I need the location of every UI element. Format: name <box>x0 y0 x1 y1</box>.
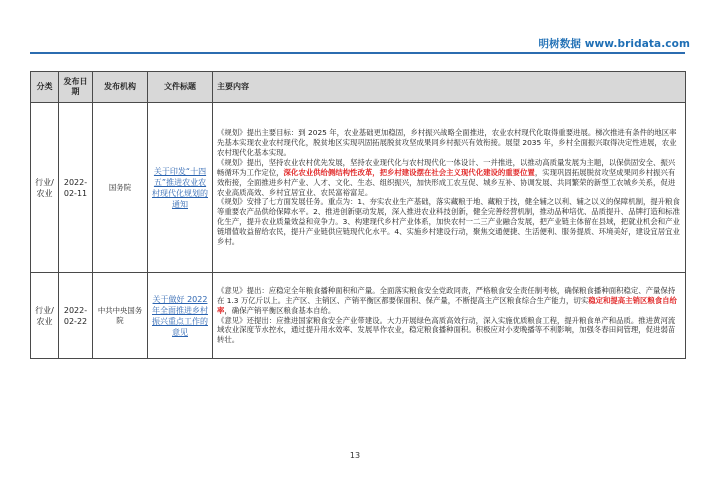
row-issuer: 中共中央国务院 <box>93 273 148 359</box>
content-paragraph: 《规划》提出主要目标：到 2025 年，农业基础更加稳固，乡村振兴战略全面推进，农业农村现代化取得重要进展。梯次推进有条件的地区率先基本实现农业农村现代化，脱贫地区实现巩固拓展脱贫攻坚成果同乡村振兴有效衔接。展望 2035 年，乡村全面振兴取得决定性进展，农业农村现代化基本实现。 <box>217 128 677 157</box>
row-date: 2022-02-22 <box>59 273 93 359</box>
content-paragraph <box>217 158 682 198</box>
table-row <box>31 103 686 273</box>
content-text: 《意见》提出：应稳定全年粮食播种面积和产量。全面落实粮食安全党政同责，严格粮食安全责任制考核，确保粮食播种面积稳定、产量保持在 1.3 万亿斤以上。主产区、主销区、产销平衡区都要保面积、保产量，不断提高主产区粮食综合生产能力，切实 <box>217 285 676 305</box>
row-title-cell <box>148 103 213 273</box>
content-paragraph: 《意见》还提出：应推进国家粮食安全产业带建设。大力开展绿色高质高效行动，深入实施优质粮食工程，提升粮食单产和品质。推进黄河流域农业深度节水控水，通过提升用水效率、发展旱作农业，稳定粮食播种面积。积极应对小麦晚播等不利影响，加强冬春田间管理，促进弱苗转壮。 <box>217 315 676 345</box>
content-paragraph: 《规划》安排了七方面发展任务。重点为：1、夯实农业生产基础，落实藏粮于地、藏粮于技，健全辅之以利、辅之以义的保障机制，提升粮食等重要农产品供给保障水平。2、推进创新驱动发展，深入推进农业科技创新，健全完善经营机制，推动品种培优、品质提升、品牌打造和标准化生产，提升农业质量效益和竞争力。3、构建现代乡村产业体系，加快农村一二三产业融合发展，把产业链主体留在县域，把就业机会和产业链增值收益留给农民，提升产业链供应链现代化水平。4、实施乡村建设行动，聚焦交通便捷、生活便利、服务提质、环境美好，建设宜居宜业乡村。 <box>217 197 680 247</box>
row-category: 行业/农业 <box>31 103 59 273</box>
policy-table <box>30 71 686 359</box>
row-content <box>213 103 686 273</box>
content-text: ，确保产销平衡区粮食基本自给。 <box>224 305 336 315</box>
document-title-link[interactable]: 关于做好 2022 年全面推进乡村振兴重点工作的意见 <box>152 294 208 337</box>
content-paragraph <box>217 286 682 316</box>
brand-header: 明树数据 www.bridata.com <box>538 38 690 50</box>
header-category: 分类 <box>31 72 59 103</box>
header-issuer: 发布机构 <box>93 72 148 103</box>
header-date: 发布日期 <box>59 72 93 103</box>
row-title-cell <box>148 273 213 359</box>
content-text: ，实现巩固拓展脱贫攻坚成果同乡村振兴有效衔接，全面推进乡村产业、人才、文化、生态、组织振兴，加快形成工农互促、城乡互补、协调发展、共同繁荣的新型工农城乡关系，促进农业高质高效、乡村宜居宜业、农民富裕富足。 <box>217 167 676 197</box>
page-number: 13 <box>349 451 361 460</box>
header-divider <box>30 52 685 54</box>
header-content: 主要内容 <box>213 72 686 103</box>
table-row <box>31 273 686 359</box>
content-text: 《规划》提出，坚持农业农村优先发展，坚持农业现代化与农村现代化一体设计、一并推进，以推动高质量发展为主题，以保供固安全、振兴畅循环为工作定位， <box>217 157 676 177</box>
row-category: 行业/农业 <box>31 273 59 359</box>
highlighted-text: 深化农业供给侧结构性改革，把乡村建设摆在社会主义现代化建设的重要位置 <box>283 167 535 177</box>
header-title: 文件标题 <box>148 72 213 103</box>
row-date: 2022-02-11 <box>59 103 93 273</box>
highlighted-text: 稳定和提高主销区粮食自给率 <box>217 295 677 315</box>
row-content <box>213 273 686 359</box>
document-title-link[interactable]: 关于印发“十四五”推进农业农村现代化规划的通知 <box>152 166 208 209</box>
table-header-row <box>31 72 686 103</box>
row-issuer: 国务院 <box>93 103 148 273</box>
